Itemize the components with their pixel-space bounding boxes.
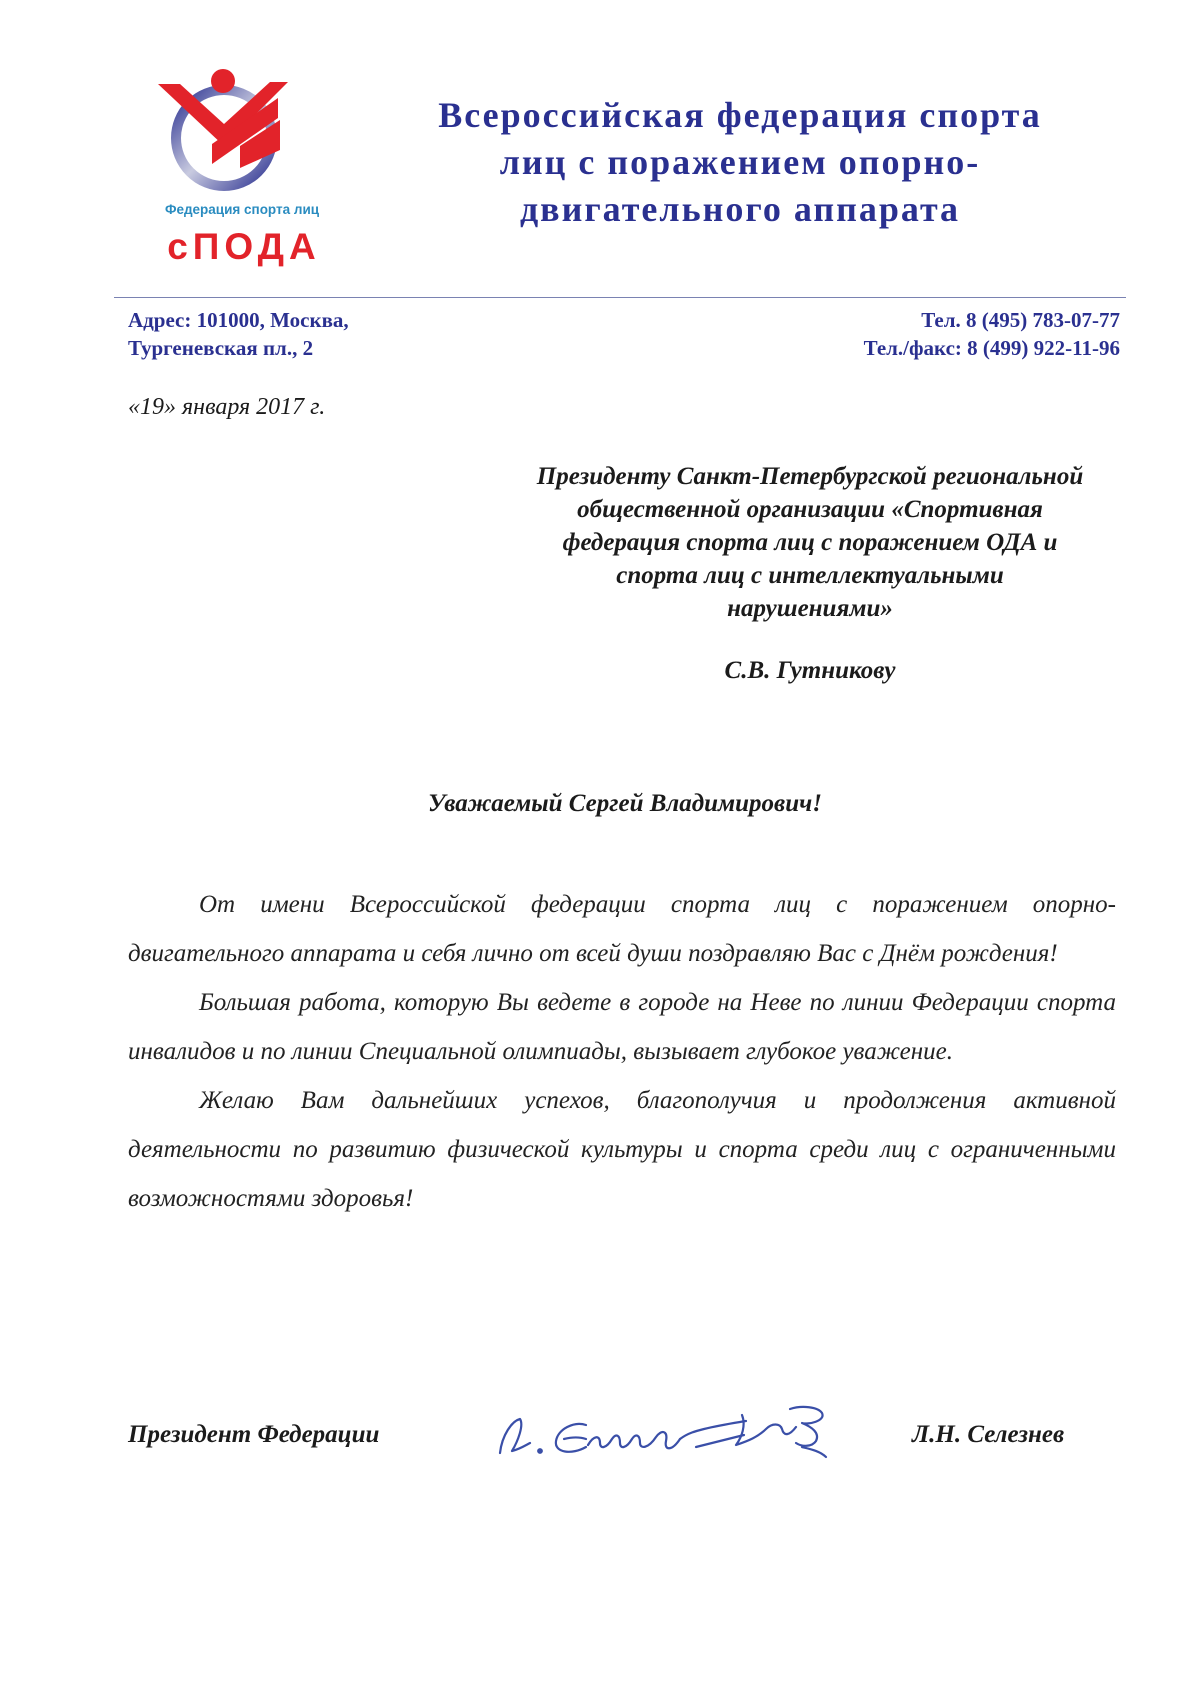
organization-title xyxy=(390,92,1090,233)
body-paragraph: Большая работа, которую Вы ведете в городе на Неве по линии Федерации спорта инвалидов и по линии Специальной олимпиады, вызывает глубокое уважение. xyxy=(128,989,1116,1065)
recipient-block xyxy=(480,460,1140,625)
recipient-line: нарушениями» xyxy=(727,595,893,622)
address-block xyxy=(128,306,349,362)
logo-wordmark: сПОДА xyxy=(167,226,321,267)
recipient-line: общественной организации «Спортивная xyxy=(577,496,1043,523)
body-paragraph: Желаю Вам дальнейших успехов, благополучия и продолжения активной деятельности по развитию физической культуры и спорта среди лиц с ограниченными возможностями здоровья! xyxy=(128,1087,1116,1212)
letter-body xyxy=(128,880,1116,1223)
handwritten-signature-icon xyxy=(490,1395,890,1475)
fax-line: Тел./факс: 8 (499) 922-11-96 xyxy=(863,336,1120,360)
body-paragraph: От имени Всероссийской федерации спорта лиц с поражением опорно-двигательного аппарата и себя лично от всей души поздравляю Вас с Днём рождения! xyxy=(128,891,1116,967)
title-line: Всероссийская федерация спорта xyxy=(438,95,1042,135)
address-line: Тургеневская пл., 2 xyxy=(128,336,314,360)
recipient-name: С.В. Гутникову xyxy=(724,657,896,684)
recipient-line: федерация спорта лиц с поражением ОДА и xyxy=(562,529,1058,556)
recipient-line: Президенту Санкт-Петербургской региональной xyxy=(536,463,1084,490)
phone-block xyxy=(864,306,1120,362)
letter-greeting: Уважаемый Сергей Владимирович! xyxy=(428,790,822,817)
signatory-role: Президент Федерации xyxy=(128,1421,380,1448)
recipient-line: спорта лиц с интеллектуальными xyxy=(616,562,1004,589)
header-divider xyxy=(114,297,1126,298)
letter-date: «19» января 2017 г. xyxy=(128,394,326,420)
address-line: Адрес: 101000, Москва, xyxy=(128,308,349,332)
logo-caption: Федерация спорта лиц xyxy=(164,202,320,217)
logo-emblem-icon xyxy=(140,68,360,218)
phone-line: Тел. 8 (495) 783-07-77 xyxy=(921,308,1120,332)
title-line: двигательного аппарата xyxy=(519,189,961,229)
title-line: лиц с поражением опорно- xyxy=(499,142,981,182)
federation-logo xyxy=(140,68,360,278)
signatory-name: Л.Н. Селезнев xyxy=(912,1421,1065,1448)
